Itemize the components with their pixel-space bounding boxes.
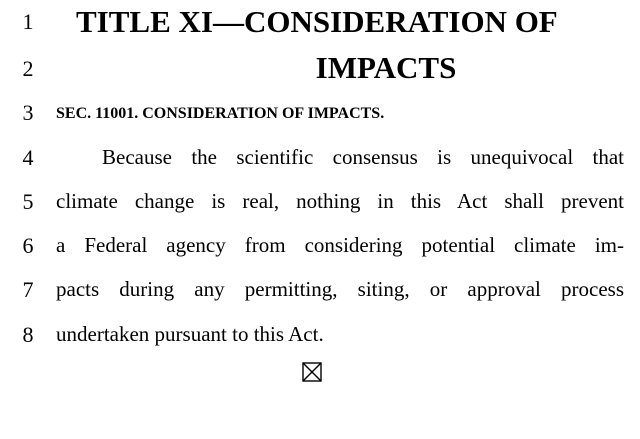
title-line-2: IMPACTS <box>315 50 457 85</box>
line-number: 5 <box>22 189 34 214</box>
line-number: 8 <box>22 322 34 347</box>
line-number: 7 <box>22 277 34 302</box>
body-line: pacts during any permitting, siting, or approval process <box>56 277 624 301</box>
section-heading: SEC. 11001. CONSIDERATION OF IMPACTS. <box>56 105 385 122</box>
boxed-x-icon <box>302 362 322 382</box>
line-number: 3 <box>22 100 34 125</box>
line-number: 4 <box>22 145 34 170</box>
body-line: Because the scientific consensus is unequivocal that <box>102 145 624 169</box>
body-line: climate change is real, nothing in this Act shall prevent <box>56 189 624 213</box>
title-line-1: TITLE XI—CONSIDERATION OF <box>76 4 558 39</box>
line-number: 2 <box>22 56 34 81</box>
body-line: undertaken pursuant to this Act. <box>56 322 324 346</box>
line-number: 6 <box>22 233 34 258</box>
body-line: a Federal agency from considering potential climate im- <box>56 233 624 257</box>
line-number: 1 <box>22 9 34 34</box>
